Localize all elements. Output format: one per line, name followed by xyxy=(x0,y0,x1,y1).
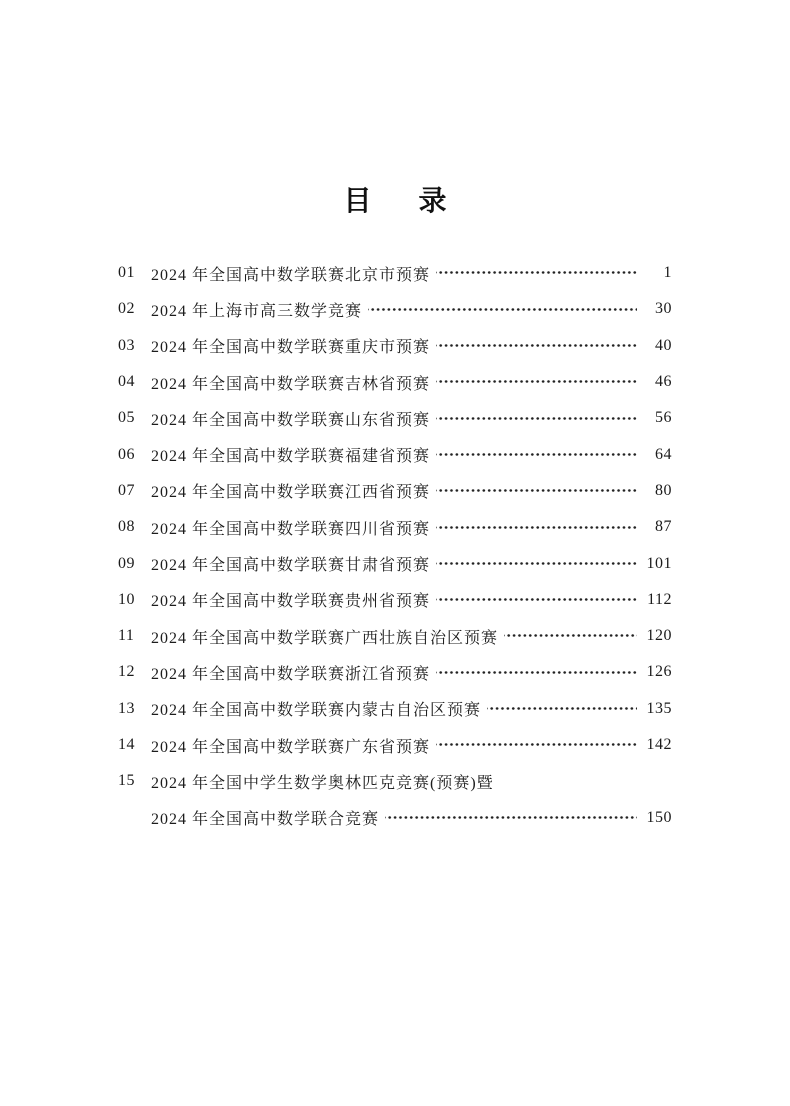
entry-number: 12 xyxy=(118,663,135,681)
entry-page-number: 64 xyxy=(655,445,672,463)
entry-title[interactable]: 2024 年全国高中数学联赛重庆市预赛 xyxy=(151,339,431,357)
page-title xyxy=(0,179,790,219)
entry-number: 08 xyxy=(118,518,135,536)
toc-entry[interactable] xyxy=(118,727,672,763)
entry-title[interactable]: 2024 年全国高中数学联赛甘肃省预赛 xyxy=(151,557,431,575)
entry-page-number: 126 xyxy=(646,663,672,681)
entry-title[interactable]: 2024 年全国高中数学联赛四川省预赛 xyxy=(151,520,431,538)
entry-title[interactable]: 2024 年全国高中数学联赛广东省预赛 xyxy=(151,738,431,756)
entry-number: 10 xyxy=(118,590,135,608)
toc-entry[interactable] xyxy=(118,255,672,291)
entry-page-number: 120 xyxy=(646,627,672,645)
entry-page-number: 80 xyxy=(655,481,672,499)
entry-number: 07 xyxy=(118,481,135,499)
toc-entry[interactable] xyxy=(118,436,672,472)
dot-leader xyxy=(436,364,637,400)
page-title-char-1: 目 xyxy=(343,185,372,217)
toc-entry[interactable] xyxy=(118,545,672,581)
entry-number: 11 xyxy=(118,627,135,645)
entry-number: 14 xyxy=(118,736,135,753)
entry-title[interactable]: 2024 年全国高中数学联赛浙江省预赛 xyxy=(151,665,431,683)
dot-leader xyxy=(436,509,637,545)
dot-leader xyxy=(487,691,637,727)
entry-page-number: 30 xyxy=(655,300,672,318)
entry-page-number: 40 xyxy=(655,336,672,354)
toc-entry[interactable] xyxy=(118,691,672,727)
toc-entry[interactable] xyxy=(118,364,672,400)
entry-title[interactable]: 2024 年上海市高三数学竞赛 xyxy=(151,302,363,320)
entry-title[interactable]: 2024 年全国高中数学联赛广西壮族自治区预赛 xyxy=(151,629,499,647)
entry-number: 09 xyxy=(118,554,135,572)
dot-leader xyxy=(504,618,637,654)
dot-leader xyxy=(436,255,637,291)
toc-entry[interactable] xyxy=(118,618,672,654)
toc-entry[interactable] xyxy=(118,509,672,545)
entry-number: 04 xyxy=(118,373,135,391)
table-of-contents xyxy=(118,255,672,836)
entry-page-number: 56 xyxy=(655,409,672,427)
entry-page-number: 46 xyxy=(655,373,672,391)
entry-page-number: 87 xyxy=(655,518,672,536)
entry-title[interactable]: 2024 年全国中学生数学奥林匹克竞赛(预赛)暨 xyxy=(151,774,494,792)
entry-title[interactable]: 2024 年全国高中数学联赛山东省预赛 xyxy=(151,411,431,429)
dot-leader xyxy=(436,654,637,690)
dot-leader xyxy=(500,763,663,799)
toc-entry[interactable] xyxy=(118,328,672,364)
entry-title[interactable]: 2024 年全国高中数学联赛贵州省预赛 xyxy=(151,593,431,611)
entry-title[interactable]: 2024 年全国高中数学联赛吉林省预赛 xyxy=(151,375,431,393)
dot-leader xyxy=(368,291,637,327)
entry-number: 05 xyxy=(118,409,135,427)
toc-entry[interactable] xyxy=(118,400,672,436)
entry-page-number: 142 xyxy=(646,736,672,753)
entry-page-number: 150 xyxy=(646,808,672,826)
toc-entry[interactable] xyxy=(118,291,672,327)
dot-leader xyxy=(436,436,637,472)
entry-page-number: 112 xyxy=(647,590,672,608)
entry-number: 13 xyxy=(118,699,135,717)
toc-entry[interactable] xyxy=(118,763,672,799)
entry-number: 03 xyxy=(118,336,135,354)
entry-page-number: 1 xyxy=(663,264,672,282)
entry-page-number: 101 xyxy=(646,554,672,572)
dot-leader xyxy=(436,400,637,436)
dot-leader xyxy=(436,328,637,364)
page-title-char-2: 录 xyxy=(418,185,447,217)
dot-leader xyxy=(436,473,637,509)
dot-leader xyxy=(436,545,637,581)
entry-title[interactable]: 2024 年全国高中数学联赛江西省预赛 xyxy=(151,484,431,502)
entry-page-number: 135 xyxy=(646,699,672,717)
entry-title[interactable]: 2024 年全国高中数学联合竞赛 xyxy=(151,811,380,829)
entry-title[interactable]: 2024 年全国高中数学联赛内蒙古自治区预赛 xyxy=(151,702,482,720)
toc-entry[interactable] xyxy=(118,654,672,690)
entry-title[interactable]: 2024 年全国高中数学联赛福建省预赛 xyxy=(151,448,431,466)
dot-leader xyxy=(436,727,637,763)
entry-number: 15 xyxy=(118,772,135,790)
entry-title[interactable]: 2024 年全国高中数学联赛北京市预赛 xyxy=(151,266,431,284)
entry-number: 06 xyxy=(118,445,135,463)
toc-entry[interactable] xyxy=(118,473,672,509)
dot-leader xyxy=(436,582,637,618)
entry-number: 02 xyxy=(118,300,135,318)
toc-entry[interactable] xyxy=(118,799,672,835)
entry-number: 01 xyxy=(118,264,135,282)
dot-leader xyxy=(385,799,637,835)
toc-entry[interactable] xyxy=(118,582,672,618)
